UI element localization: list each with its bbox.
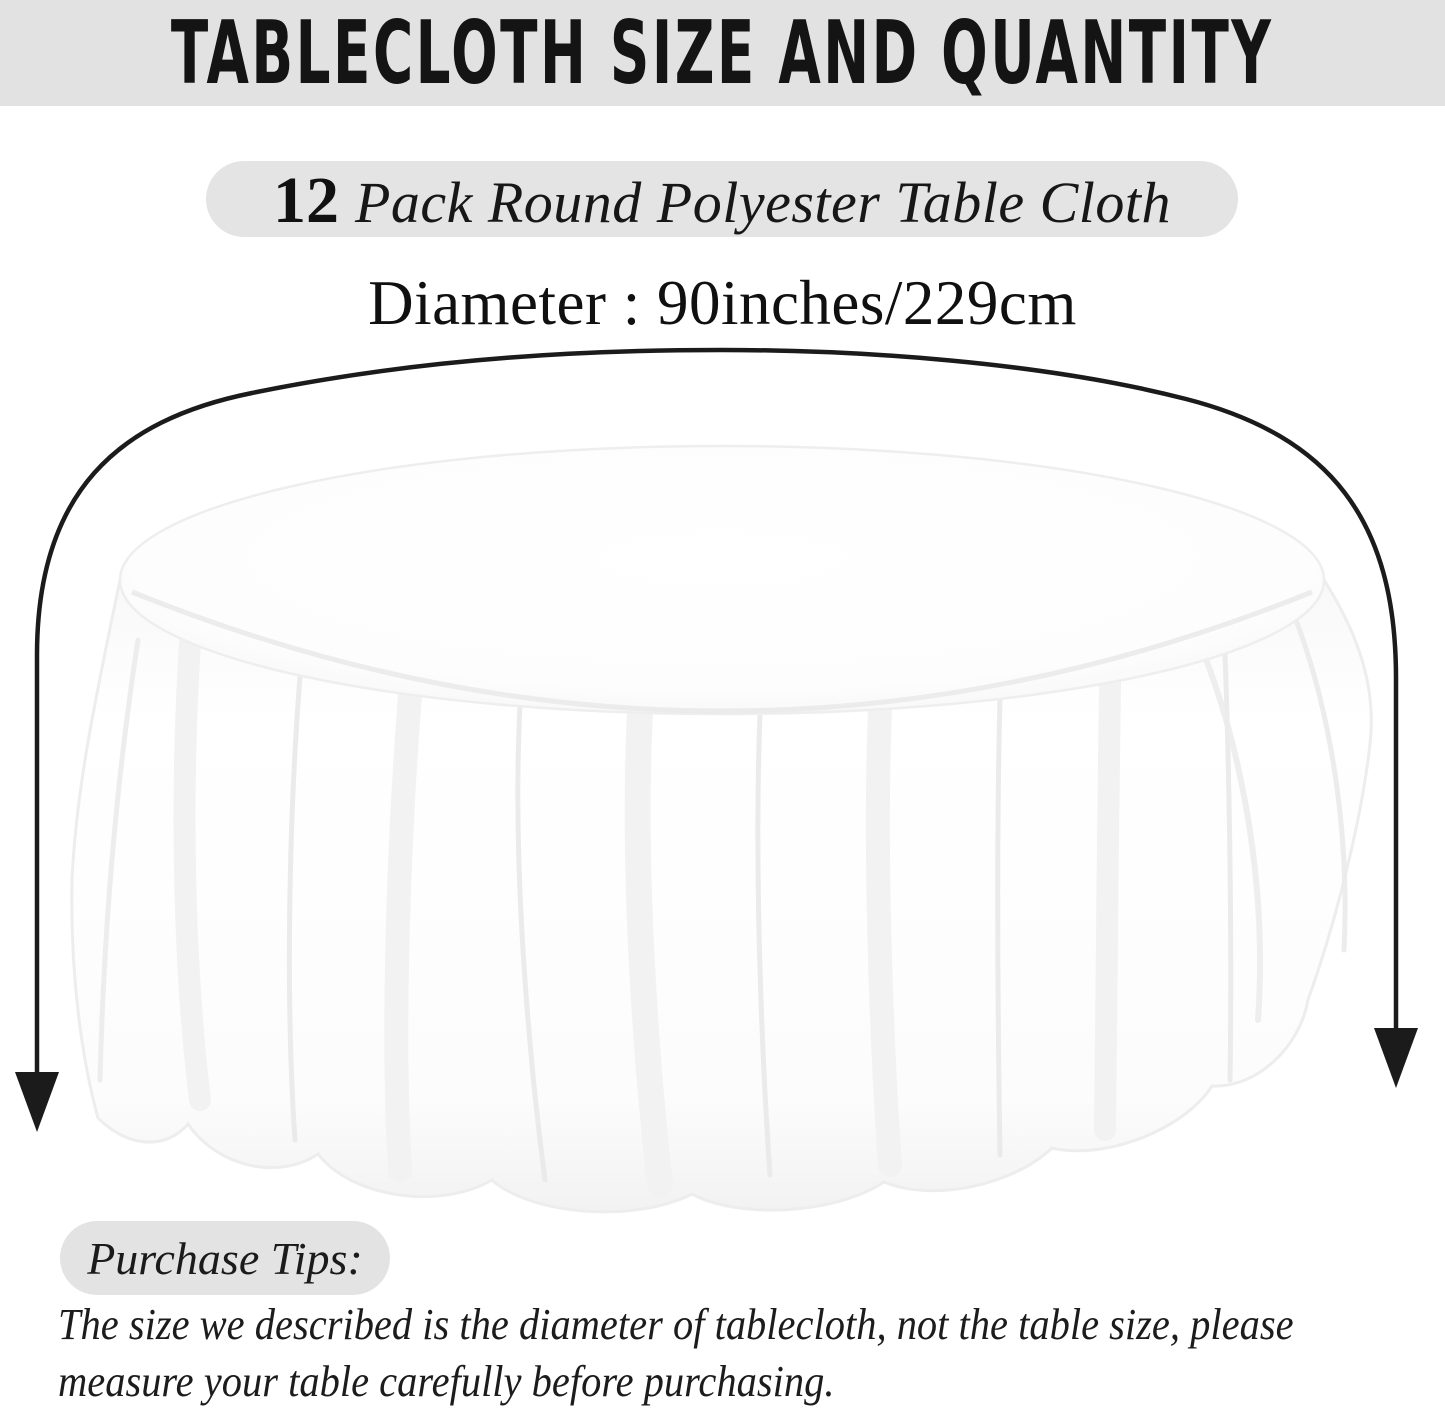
purchase-tips-pill [60, 1221, 390, 1295]
page-title: TABLECLOTH SIZE AND QUANTITY [171, 2, 1274, 104]
purchase-tips-line1: The size we described is the diameter of tablecloth, not the table size, please [58, 1300, 1294, 1349]
diameter-label: Diameter : 90inches/229cm [368, 268, 1077, 338]
purchase-tips-heading: Purchase Tips: [87, 1232, 363, 1284]
purchase-tips-text [58, 1296, 1332, 1410]
tablecloth-illustration [72, 446, 1372, 1212]
title-banner [0, 0, 1445, 106]
arrowhead-left-icon [15, 1072, 59, 1132]
tablecloth-top [120, 446, 1324, 714]
size-diagram [0, 338, 1445, 1220]
arrowhead-right-icon [1374, 1028, 1418, 1088]
pack-size-pill [206, 161, 1238, 237]
pack-count: 12 [272, 164, 339, 237]
pack-label: Pack Round Polyester Table Cloth [354, 170, 1172, 235]
purchase-tips-line2: measure your table carefully before purchasing. [58, 1357, 835, 1406]
